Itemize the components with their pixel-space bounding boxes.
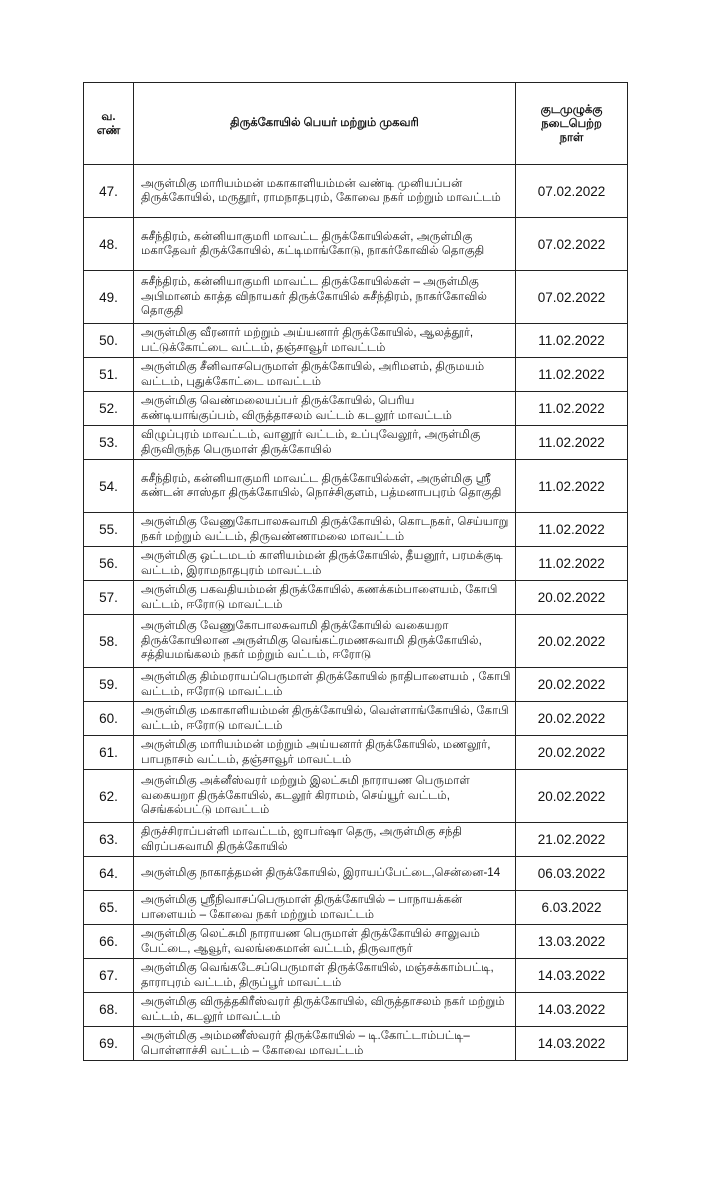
table-row	[84, 615, 628, 668]
row-temple-name-address: அருள்மிகு திம்மராயப்பெருமாள் திருக்கோயில் நாதிபாளையம் , கோபி வட்டம், ஈரோடு மாவட்டம்	[134, 668, 516, 702]
table-row	[84, 993, 628, 1027]
row-temple-name-address: அருள்மிகு மாரியம்மன் மகாகாளியம்மன் வண்டி முனியப்பன் திருக்கோயில், மருதூர், ராமநாதபுரம், கோவை நகர் மற்றும் மாவட்டம்	[134, 165, 516, 218]
row-serial-number: 57.	[84, 581, 134, 615]
row-consecration-date: 11.02.2022	[516, 547, 628, 581]
row-consecration-date: 07.02.2022	[516, 271, 628, 324]
row-temple-name-address: அருள்மிகு சீனிவாசபெருமாள் திருக்கோயில், அரிமளம், திருமயம் வட்டம், புதுக்கோட்டை மாவட்டம்	[134, 358, 516, 392]
row-serial-number: 54.	[84, 460, 134, 513]
row-consecration-date: 20.02.2022	[516, 736, 628, 770]
table-row	[84, 324, 628, 358]
table-row	[84, 165, 628, 218]
table-row	[84, 668, 628, 702]
table-row	[84, 513, 628, 547]
table-row	[84, 702, 628, 736]
row-consecration-date: 13.03.2022	[516, 925, 628, 959]
table-row	[84, 218, 628, 271]
row-consecration-date: 11.02.2022	[516, 324, 628, 358]
row-serial-number: 61.	[84, 736, 134, 770]
row-consecration-date: 11.02.2022	[516, 392, 628, 426]
row-temple-name-address: அருள்மிகு மாரியம்மன் மற்றும் அய்யனார் திருக்கோயில், மணலூர், பாபநாசம் வட்டம், தஞ்சாவூர் மாவட்டம்	[134, 736, 516, 770]
row-consecration-date: 11.02.2022	[516, 460, 628, 513]
row-temple-name-address: சுசீந்திரம், கன்னியாகுமரி மாவட்ட திருக்கோயில்கள் – அருள்மிகு அபிமானம் காத்த விநாயகர் திருக்கோயில் சுசீந்திரம், நாகர்கோவில் தொகுதி	[134, 271, 516, 324]
table-row	[84, 460, 628, 513]
row-temple-name-address: அருள்மிகு பகவதியம்மன் திருக்கோயில், கணக்கம்பாளையம், கோபி வட்டம், ஈரோடு மாவட்டம்	[134, 581, 516, 615]
header-serial-number: வ. எண்	[84, 83, 134, 165]
row-consecration-date: 14.03.2022	[516, 993, 628, 1027]
row-serial-number: 65.	[84, 891, 134, 925]
row-consecration-date: 14.03.2022	[516, 1027, 628, 1061]
row-serial-number: 64.	[84, 857, 134, 891]
table-row	[84, 736, 628, 770]
row-serial-number: 47.	[84, 165, 134, 218]
table-row	[84, 581, 628, 615]
row-consecration-date: 06.03.2022	[516, 857, 628, 891]
row-consecration-date: 11.02.2022	[516, 426, 628, 460]
header-temple-name-address: திருக்கோயில் பெயர் மற்றும் முகவரி	[134, 83, 516, 165]
table-row	[84, 770, 628, 823]
document-page	[83, 82, 627, 1061]
row-consecration-date: 20.02.2022	[516, 615, 628, 668]
row-consecration-date: 11.02.2022	[516, 513, 628, 547]
row-serial-number: 68.	[84, 993, 134, 1027]
table-row	[84, 358, 628, 392]
row-serial-number: 62.	[84, 770, 134, 823]
table-row	[84, 959, 628, 993]
row-temple-name-address: அருள்மிகு லெட்சுமி நாராயண பெருமாள் திருக்கோயில் சாலுவம் பேட்டை, ஆவூர், வலங்கைமான் வட்டம், திருவாரூர்	[134, 925, 516, 959]
row-consecration-date: 20.02.2022	[516, 668, 628, 702]
table-header-row	[84, 83, 628, 165]
table-body	[84, 165, 628, 1061]
table-row	[84, 271, 628, 324]
row-consecration-date: 07.02.2022	[516, 165, 628, 218]
row-serial-number: 67.	[84, 959, 134, 993]
table-row	[84, 426, 628, 460]
row-serial-number: 53.	[84, 426, 134, 460]
table-row	[84, 823, 628, 857]
row-serial-number: 69.	[84, 1027, 134, 1061]
row-serial-number: 60.	[84, 702, 134, 736]
row-consecration-date: 14.03.2022	[516, 959, 628, 993]
row-temple-name-address: விழுப்புரம் மாவட்டம், வானூர் வட்டம், உப்புவேலூர், அருள்மிகு திருவிருந்த பெருமாள் திருக்கோயில்	[134, 426, 516, 460]
row-temple-name-address: அருள்மிகு அம்மணீஸ்வரர் திருக்கோயில் – டி.கோட்டாம்பட்டி–பொள்ளாச்சி வட்டம் – கோவை மாவட்டம்	[134, 1027, 516, 1061]
row-temple-name-address: சுசீந்திரம், கன்னியாகுமரி மாவட்ட திருக்கோயில்கள், அருள்மிகு ஸ்ரீ கண்டன் சாஸ்தா திருக்கோயில், நொச்சிகுளம், பத்மனாபபுரம் தொகுதி	[134, 460, 516, 513]
table-row	[84, 891, 628, 925]
row-consecration-date: 20.02.2022	[516, 581, 628, 615]
row-temple-name-address: அருள்மிகு அக்னீஸ்வரர் மற்றும் இலட்சுமி நாராயண பெருமாள் வகையறா திருக்கோயில், கடலூர் கிராமம், செய்யூர் வட்டம், செங்கல்பட்டு மாவட்டம்	[134, 770, 516, 823]
row-consecration-date: 07.02.2022	[516, 218, 628, 271]
row-temple-name-address: அருள்மிகு ஒட்டமடம் காளியம்மன் திருக்கோயில், தீயனூர், பரமக்குடி வட்டம், இராமநாதபுரம் மாவட்டம்	[134, 547, 516, 581]
row-serial-number: 48.	[84, 218, 134, 271]
row-serial-number: 58.	[84, 615, 134, 668]
row-temple-name-address: திருச்சிராப்பள்ளி மாவட்டம், ஜாபர்ஷா தெரு, அருள்மிகு சந்தி விரப்பசுவாமி திருக்கோயில்	[134, 823, 516, 857]
row-serial-number: 63.	[84, 823, 134, 857]
row-temple-name-address: அருள்மிகு ஸ்ரீநிவாசப்பெருமாள் திருக்கோயில் – பாநாயக்கன் பாளையம் – கோவை நகர் மற்றும் மாவட்டம்	[134, 891, 516, 925]
row-temple-name-address: அருள்மிகு வெண்மலையப்பர் திருக்கோயில், பெரிய கண்டியாங்குப்பம், விருத்தாசலம் வட்டம் கடலூர் மாவட்டம்	[134, 392, 516, 426]
row-serial-number: 50.	[84, 324, 134, 358]
table-row	[84, 392, 628, 426]
row-temple-name-address: அருள்மிகு வேணுகோபாலசுவாமி திருக்கோயில் வகையறா திருக்கோயிலான அருள்மிகு வெங்கட்ரமணசுவாமி திருக்கோயில், சத்தியமங்கலம் நகர் மற்றும் வட்டம், ஈரோடு	[134, 615, 516, 668]
table-row	[84, 857, 628, 891]
row-serial-number: 49.	[84, 271, 134, 324]
row-serial-number: 66.	[84, 925, 134, 959]
row-consecration-date: 11.02.2022	[516, 358, 628, 392]
row-consecration-date: 20.02.2022	[516, 702, 628, 736]
header-consecration-date: குடமுழுக்கு நடைபெற்ற நாள்	[516, 83, 628, 165]
table-row	[84, 1027, 628, 1061]
row-temple-name-address: சுசீந்திரம், கன்னியாகுமரி மாவட்ட திருக்கோயில்கள், அருள்மிகு மகாதேவர் திருக்கோயில், கட்டிமாங்கோடு, நாகர்கோவில் தொகுதி	[134, 218, 516, 271]
row-temple-name-address: அருள்மிகு வீரனார் மற்றும் அய்யனார் திருக்கோயில், ஆலத்தூர், பட்டுக்கோட்டை வட்டம், தஞ்சாவூர் மாவட்டம்	[134, 324, 516, 358]
row-consecration-date: 20.02.2022	[516, 770, 628, 823]
table-row	[84, 547, 628, 581]
row-serial-number: 55.	[84, 513, 134, 547]
row-consecration-date: 21.02.2022	[516, 823, 628, 857]
temple-consecration-table	[83, 82, 628, 1061]
row-temple-name-address: அருள்மிகு விருத்தகிரீஸ்வரர் திருக்கோயில், விருத்தாசலம் நகர் மற்றும் வட்டம், கடலூர் மாவட்டம்	[134, 993, 516, 1027]
row-temple-name-address: அருள்மிகு மகாகாளியம்மன் திருக்கோயில், வெள்ளாங்கோயில், கோபி வட்டம், ஈரோடு மாவட்டம்	[134, 702, 516, 736]
row-consecration-date: 6.03.2022	[516, 891, 628, 925]
row-serial-number: 51.	[84, 358, 134, 392]
table-row	[84, 925, 628, 959]
row-serial-number: 56.	[84, 547, 134, 581]
row-serial-number: 59.	[84, 668, 134, 702]
row-temple-name-address: அருள்மிகு வேணுகோபாலசுவாமி திருக்கோயில், கொடநகர், செய்யாறு நகர் மற்றும் வட்டம், திருவண்ணாமலை மாவட்டம்	[134, 513, 516, 547]
row-temple-name-address: அருள்மிகு நாகாத்தமன் திருக்கோயில், இராயப்பேட்டை,சென்னை-14	[134, 857, 516, 891]
row-temple-name-address: அருள்மிகு வெங்கடேசப்பெருமாள் திருக்கோயில், மஞ்சக்காம்பட்டி, தாராபுரம் வட்டம், திருப்பூர் மாவட்டம்	[134, 959, 516, 993]
row-serial-number: 52.	[84, 392, 134, 426]
